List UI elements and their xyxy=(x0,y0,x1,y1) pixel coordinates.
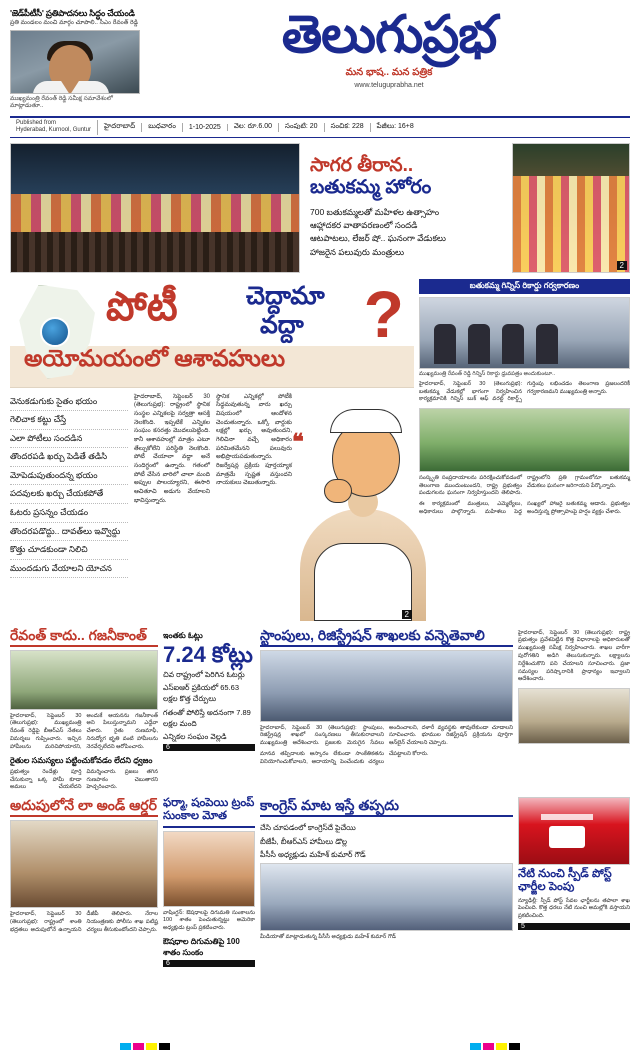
lead-column-1: హైదరాబాద్, సెప్టెంబర్ 30 (తెలుగుప్రభ): రాష్ట్రంలో స్థానిక సంస్థల ఎన్నికలపై సర్వత్రా ఆసక్తి నెలకొంది. ఇప్పటికే ఎన్నికల సంఘం కసరత్తు మొదలుపెట్టింది. కానీ ఆశావహుల్లో మాత్రం ఎటూ తేల్చుకోలేని పరిస్థితి నెలకొంది. పోటీ చేయాలా వద్దా అనే సందిగ్ధంలో ఉన్నారు. గతంలో పోటీ చేసిన వారిలో చాలా మంది అప్పుల పాలయ్యారని, ఈసారి ఆచితూచి అడుగు వేయాలని భావిస్తున్నారు. xyxy=(134,393,210,504)
flower-rows-right xyxy=(513,176,629,272)
edition-date: 1-10-2025 xyxy=(183,124,228,131)
congress-heading: కాంగ్రెస్ మాట ఇస్తే తప్పదు xyxy=(260,797,399,814)
guinness-heading: బతుకమ్మ గిన్నిస్ రికార్డు గర్వకారణం xyxy=(419,279,630,294)
edition-issue: సంచిక: 228 xyxy=(325,123,371,132)
divider xyxy=(163,826,255,828)
cartoon-cap xyxy=(330,409,402,433)
published-from xyxy=(10,120,98,134)
published-label: Published from xyxy=(16,120,57,127)
story-gajanikanth xyxy=(10,627,158,793)
cm-photo-caption: ముఖ్యమంత్రి రేవంత్ రెడ్డి సమీక్ష సమావేశంలో మాట్లాడుతూ.. xyxy=(10,95,113,109)
gajanikanth-text: హైదరాబాద్, సెప్టెంబర్ 30 (తెలుగుప్రభ): ముఖ్యమంత్రి రేవంత్ రెడ్డిపై బీఆర్ఎస్ నేతలు విమర్శలు గుప్పించారు. ఇచ్చిన హామీలను మరిచిపోయారని, అందుకే ఆయనను గజనీకాంత్ అని పిలుస్తున్నామని ఎద్దేవా చేశారు. రైతు రుణమాఫీ, నిరుద్యోగ భృతి వంటి హామీలను నెరవేర్చలేదని ఆరోపించారు. xyxy=(10,712,158,750)
divider xyxy=(260,815,513,817)
divider xyxy=(260,645,513,647)
trump-photo[interactable] xyxy=(163,831,255,907)
cm-teaser-headline: 'జెడ్‌పీటీసీ' ప్రతిపాదనలు సిద్ధం చేయండి xyxy=(10,8,135,18)
law-order-text: హైదరాబాద్, సెప్టెంబర్ 30 (తెలుగుప్రభ): రాష్ట్రంలో శాంతి భద్రతలు అదుపులోనే ఉన్నాయని డీజీపీ తెలిపారు. నేరాల నియంత్రణకు పోలీసు శాఖ పటిష్ట చర్యలు తీసుకుంటోందని చెప్పారు. xyxy=(10,911,158,933)
lead-bullet-1: గెలిచాక కట్టు చేస్తే xyxy=(10,411,128,430)
law-order-heading: అదుపులోనే లా అండ్ ఆర్డర్ xyxy=(10,797,157,814)
band-bullet-0: 700 బతుకమ్మలతో మహిళల ఉత్సాహం xyxy=(310,207,440,218)
guinness-photo[interactable] xyxy=(419,297,630,369)
band-bullet-1: ఆహ్లాదకర వాతావరణంలో సందడి xyxy=(310,220,418,231)
speedpost-page-badge: 5 xyxy=(518,923,630,930)
guinness-text-2: సంస్కృతి సంప్రదాయాలను పరిరక్షించుకోవడంలో తెలంగాణ ముందుంటుందని, రాష్ట్ర ప్రభుత్వం పండుగలను ఘనంగా నిర్వహిస్తుందని తెలిపారు. రాష్ట్రంలోని ప్రతి గ్రామంలోనూ బతుకమ్మ వేడుకలు ఘనంగా జరిగాయని పేర్కొన్నారు. xyxy=(419,475,630,497)
law-order-photo[interactable] xyxy=(10,820,158,908)
lead-question-mark: ? xyxy=(363,276,404,351)
page-title: తెలుగుప్రభ xyxy=(281,7,497,64)
lead-bullet-0: వెనుకడుగుకు సైతం భయం xyxy=(10,393,128,412)
postbox-slot xyxy=(541,814,593,820)
published-places: Hyderabad, Kurnool, Guntur xyxy=(16,127,92,134)
voters-line-1: ఎస్ఐఆర్ ప్రకియలో 65.63 లక్షల కొత్త చేర్పులు xyxy=(163,683,240,704)
story-voters xyxy=(163,627,255,793)
band-page-badge: 2 xyxy=(617,261,627,270)
person-silhouette xyxy=(434,324,456,364)
edition-city: హైదరాబాద్ xyxy=(98,123,142,132)
person-silhouette xyxy=(502,324,524,364)
lead-bullet-9: ముందడుగు వేయాలని యోచన xyxy=(10,560,128,579)
gajanikanth-text-2: ప్రభుత్వం రెండేళ్లు పూర్తి చేసుకున్నా ఒక్క హామీ కూడా అమలు చేయలేదని విమర్శించారు. ప్రజలు తగిన గుణపాఠం చెబుతారని హెచ్చరించారు. xyxy=(10,768,158,791)
lead-word-pote: పోటీ xyxy=(106,284,178,329)
congress-caption: మీడియాతో మాట్లాడుతున్న పీసీసీ అధ్యక్షుడు మహేశ్ కుమార్ గౌడ్ xyxy=(260,934,396,941)
divider xyxy=(10,815,158,817)
lead-page-badge: 2 xyxy=(402,610,412,619)
crowd-row xyxy=(11,232,299,272)
lead-bullet-6: ఓటరు ప్రసన్నం చేయడం xyxy=(10,504,128,523)
cm-photo xyxy=(10,30,140,94)
lead-subhead: అయోమయంలో ఆశావహులు xyxy=(24,344,286,371)
lead-bullet-2: ఎలా పోటీలు సందడిన xyxy=(10,430,128,449)
congress-bullet-0: చేసి చూపడంలో కాంగ్రెస్‌దే పైచేయి xyxy=(260,823,356,833)
quote-icon: ❝ xyxy=(292,428,304,454)
voters-count: 7.24 కోట్లు xyxy=(163,641,253,667)
guinness-photo-2[interactable] xyxy=(419,408,630,472)
lead-word-vaddaa: వద్దా xyxy=(260,310,304,339)
masthead xyxy=(10,8,630,110)
lead-bullet-8: కొత్తు చూడకుండా నిలిచి xyxy=(10,541,128,560)
voters-line-0: చివ రాష్ట్రంలో పెరిగిన ఓటర్లు xyxy=(163,669,245,679)
lead-column-2: స్థానిక ఎన్నికల్లో పోటీకి సిద్ధమవుతున్న వారు ఖర్చు విషయంలో ఆందోళన చెందుతున్నారు. ఒక్కో వార్డుకు లక్షల్లో ఖర్చు అవుతుందని, గెలిచినా వచ్చే అధికారం పరిమితమేనని పలువురు అభిప్రాయపడుతున్నారు. రిజర్వేషన్ల ప్రక్రియ పూర్తయ్యాక మాత్రమే స్పష్టత వస్తుందని నాయకులు చెబుతున్నారు. xyxy=(216,393,292,487)
lead-headline-block xyxy=(10,276,414,388)
voters-page-badge: 6 xyxy=(163,744,255,751)
masthead-tagline: మన భాష.. మన పత్రిక xyxy=(345,67,433,78)
lead-word-cheddama: చెద్దామా xyxy=(246,281,325,310)
top-photo-band xyxy=(10,143,630,273)
ballot-emblem-icon xyxy=(40,317,70,347)
lead-bullets xyxy=(10,393,128,621)
voters-kicker: ఇంతకు ఓట్లు xyxy=(163,630,203,640)
masthead-website[interactable]: www.teluguprabha.net xyxy=(354,82,424,89)
edition-info-strip xyxy=(10,116,630,137)
cartoon-hand xyxy=(324,479,352,503)
person-silhouette xyxy=(536,324,558,364)
voters-line-2: గతంతో పోలిస్తే అదనంగా 7.89 లక్షల మంది xyxy=(163,707,251,728)
guinness-text-3: ఈ కార్యక్రమంలో మంత్రులు, ఎమ్మెల్యేలు, అధికారులు పాల్గొన్నారు. మహిళలు పెద్ద సంఖ్యలో హాజరై బతుకమ్మ ఆడారు. ప్రభుత్వం అందిస్తున్న ప్రోత్సాహంపై హర్షం వ్యక్తం చేశారు. xyxy=(419,501,630,515)
story-speedpost xyxy=(518,797,630,967)
voters-line-3: ఎన్నికల సంఘం వెల్లడి xyxy=(163,732,227,742)
band-bullet-3: హాజరైన పలువురు మంత్రులు xyxy=(310,246,405,257)
band-headline-1: సాగర తీరాన.. xyxy=(310,155,414,177)
edition-volume: సంపుటి: 20 xyxy=(279,123,325,132)
edition-pages: పేజీలు: 16+8 xyxy=(376,122,414,130)
color-registration-right xyxy=(470,1043,520,1050)
tariffs-page-badge: 6 xyxy=(163,960,255,967)
story-congress xyxy=(260,797,513,967)
lead-section xyxy=(10,276,630,621)
lead-main xyxy=(10,276,414,621)
guinness-story xyxy=(419,279,630,621)
edition-day: బుధవారం xyxy=(142,123,183,132)
bathukamma-photo-left[interactable] xyxy=(10,143,300,273)
review-text: హైదరాబాద్, సెప్టెంబర్ 30 (తెలుగుప్రభ): రాష్ట్ర ప్రభుత్వం ప్రవేశపెట్టిన కొత్త విధానాలపై అధికారులతో ముఖ్యమంత్రి సమీక్ష నిర్వహించారు. శాఖల వారీగా పురోగతిని అడిగి తెలుసుకున్నారు. లక్ష్యాలను నిర్దేశించుకొని పని చేయాలని సూచించారు. ప్రజా సమస్యల పరిష్కారానికి ప్రాధాన్యం ఇవ్వాలని ఆదేశించారు. xyxy=(518,629,630,683)
lead-cartoon xyxy=(292,393,414,621)
band-bullet-2: ఆటపాటలు, లేజర్ షో.. ఘనంగా వేడుకలు xyxy=(310,233,446,244)
story-registration xyxy=(260,627,513,793)
speedpost-heading: నేటి నుంచి స్పీడ్ పోస్ట్ ఛార్జీల పెంపు xyxy=(518,868,612,894)
registration-text: హైదరాబాద్, సెప్టెంబర్ 30 (తెలుగుప్రభ): స్టాంపులు, రిజిస్ట్రేషన్ల శాఖలో సంస్కరణలు తీసుకురావాలని ముఖ్యమంత్రి ఆదేశించారు. ప్రజలకు మెరుగైన సేవలు అందించాలని, దళారీ వ్యవస్థకు తావులేకుండా చూడాలని సూచించారు. భూముల రిజిస్ట్రేషన్ ప్రక్రియను పూర్తిగా ఆన్‌లైన్ చేయాలని చెప్పారు. xyxy=(260,724,513,747)
congress-bullet-2: పీసీసీ అధ్యక్షుడు మహేశ్ కుమార్ గౌడ్ xyxy=(260,849,366,859)
review-photo[interactable] xyxy=(518,688,630,744)
lead-bullet-3: తొందరపడి ఖర్చు పెడితే తడిసి xyxy=(10,448,128,467)
guinness-text-1: హైదరాబాద్, సెప్టెంబర్ 30 (తెలుగుప్రభ): బతుకమ్మ వేడుకల్లో భాగంగా నిర్వహించిన కార్యక్రమానికి గిన్నిస్ బుక్ ఆఫ్ వరల్డ్ రికార్డ్స్ గుర్తింపు లభించడం తెలంగాణ ప్రజలందరికీ గర్వకారణమని ముఖ్యమంత్రి అన్నారు. xyxy=(419,380,630,403)
tariffs-heading: ఫర్మా, షంపెయి ట్రంప్ సుంకాల మోత xyxy=(163,797,255,823)
registration-subtext: మానవ తప్పిదాలకు ఆస్కారం లేకుండా సాంకేతికతను వినియోగించుకోవాలని, ఆదాయాన్ని పెంచేందుకు చర్యలు చేపట్టాలని కోరారు. xyxy=(260,751,429,765)
cm-teaser-subhead: ప్రతి మండలం మంచి మార్గం చూపాలి.. సీఎం రేవంత్ రెడ్డి xyxy=(10,19,138,26)
speedpost-text: న్యూఢిల్లీ: స్పీడ్ పోస్ట్ సేవల ఛార్జీలను తపాలా శాఖ పెంచింది. కొత్త ధరలు నేటి నుంచి అమల్లోకి వస్తాయని ప్రకటించింది. xyxy=(518,897,630,920)
bathukamma-story xyxy=(304,143,508,273)
registration-heading: స్టాంపులు, రిజిస్ట్రేషన్ శాఖలకు వన్నెతెవాలి xyxy=(260,626,485,643)
bathukamma-photo-right[interactable] xyxy=(512,143,630,273)
registration-photo[interactable] xyxy=(260,650,513,722)
person-silhouette xyxy=(468,324,490,364)
cm-teaser[interactable] xyxy=(10,8,140,110)
divider xyxy=(10,645,158,647)
congress-bullet-1: బీజేపీ, బీఆర్ఎస్ హామీలు డొల్ల xyxy=(260,836,348,846)
cartoon-body xyxy=(314,543,412,621)
lead-bullet-4: మోపెడుపుతుందన్న భయం xyxy=(10,467,128,486)
lead-body xyxy=(10,393,414,621)
color-registration-left xyxy=(120,1043,170,1050)
gajanikanth-heading: రేవంత్ కాదు.. గజనీకాంత్ xyxy=(10,626,147,643)
story-tariffs xyxy=(163,797,255,967)
mid-section xyxy=(10,627,630,793)
lead-bullet-7: తొందరపడొద్దు.. దావత్‌లు ఇవ్వొద్దు xyxy=(10,523,128,542)
band-headline-2: బతుకమ్మ హోరం xyxy=(310,177,432,199)
story-law-order xyxy=(10,797,158,967)
tariffs-text: వాషింగ్టన్: ఔషధాలపై దిగుమతి సుంకాలను 100 శాతం పెంచుతున్నట్టు అమెరికా అధ్యక్షుడు ట్రంప్ ప్రకటించారు. xyxy=(163,909,255,932)
india-post-logo-icon xyxy=(549,826,585,848)
congress-photo[interactable] xyxy=(260,863,513,931)
story-review xyxy=(518,627,630,793)
postbox-photo[interactable] xyxy=(518,797,630,865)
lead-bullet-5: పదవులకు ఖర్చు చేయకపోతే xyxy=(10,485,128,504)
guinness-photo-caption: ముఖ్యమంత్రి రేవంత్ రెడ్డి గిన్నిస్ రికార్డు ధ్రువపత్రం అందుకుంటూ.. xyxy=(419,370,556,377)
masthead-title-block xyxy=(148,8,630,89)
gajanikanth-photo[interactable] xyxy=(10,650,158,710)
bottom-section xyxy=(10,797,630,967)
tariffs-highlight: ఔషధాల దిగుమతిపై 100 శాతం సుంకం xyxy=(163,937,240,958)
gajanikanth-subhead: రైతుల సమస్యలు పట్టించుకోవడం లేదని ధ్వజం xyxy=(10,755,153,765)
edition-price: వెల: రూ.6.00 xyxy=(228,123,279,132)
band-bullets xyxy=(310,206,502,259)
